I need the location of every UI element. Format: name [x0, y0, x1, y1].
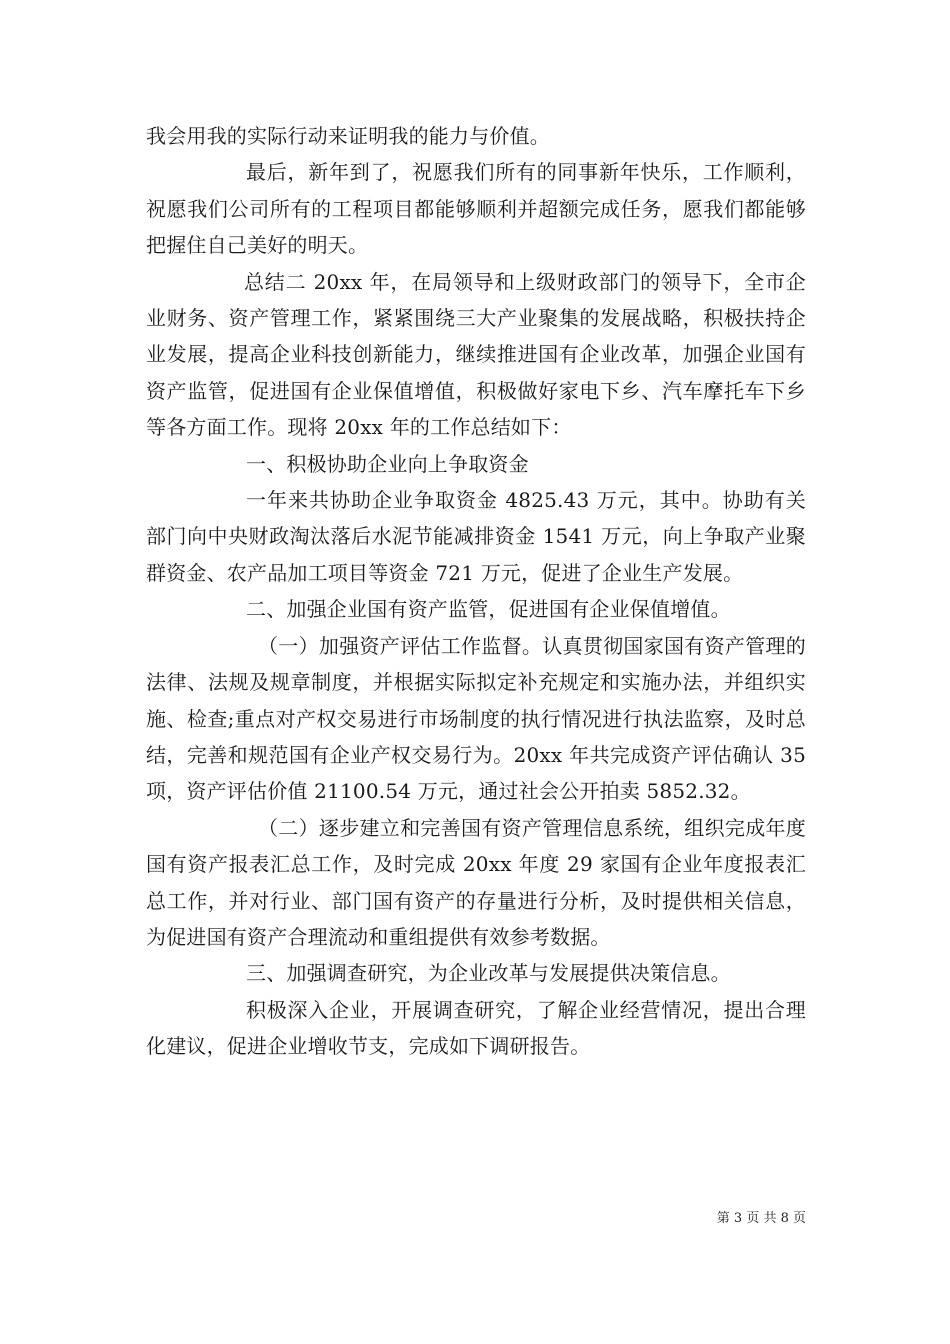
- paragraph-3: 总结二 20xx 年，在局领导和上级财政部门的领导下，全市企业财务、资产管理工作，紧紧围绕三大产业聚集的发展战略，积极扶持企业发展，提高企业科技创新能力，继续推进国有企业改革，加强企业国有资产监管，促进国有企业保值增值，积极做好家电下乡、汽车摩托车下乡等各方面工作。现将 20xx 年的工作总结如下：: [146, 269, 806, 440]
- paragraph-2: 最后，新年到了，祝愿我们所有的同事新年快乐，工作顺利，祝愿我们公司所有的工程项目都能够顺利并超额完成任务，愿我们都能够把握住自己美好的明天。: [146, 160, 806, 258]
- paragraph-5: 一年来共协助企业争取资金 4825.43 万元，其中。协助有关部门向中央财政淘汰落后水泥节能减排资金 1541 万元，向上争取产业聚群资金、农产品加工项目等资金 721 万元，促进了企业生产发展。: [146, 488, 806, 585]
- document-body: [146, 118, 806, 1065]
- page-number-label: 第 3 页 共 8 页: [716, 1211, 806, 1226]
- paragraph-10: 积极深入企业，开展调查研究，了解企业经营情况，提出合理化建议，促进企业增收节支，完成如下调研报告。: [146, 997, 806, 1059]
- section-heading-1: 一、积极协助企业向上争取资金: [246, 451, 529, 476]
- paragraph-8: （二）逐步建立和完善国有资产管理信息系统，组织完成年度国有资产报表汇总工作，及时完成 20xx 年度 29 家国有企业年度报表汇总工作，并对行业、部门国有资产的存量进行分析，及时提供相关信息，为促进国有资产合理流动和重组提供有效参考数据。: [146, 815, 806, 949]
- paragraph-7: （一）加强资产评估工作监督。认真贯彻国家国有资产管理的法律、法规及规章制度，并根据实际拟定补充规定和实施办法，并组织实施、检查;重点对产权交易进行市场制度的执行情况进行执法监察，及时总结，完善和规范国有企业产权交易行为。20xx 年共完成资产评估确认 35 项，资产评估价值 21100.54 万元，通过社会公开拍卖 5852.32。: [146, 633, 806, 804]
- paragraph-1: 我会用我的实际行动来证明我的能力与价值。: [146, 124, 550, 148]
- section-heading-2: 二、加强企业国有资产监管，促进国有企业保值增值。: [246, 597, 731, 622]
- page-number-footer: [717, 1207, 806, 1226]
- section-heading-3: 三、加强调查研究，为企业改革与发展提供决策信息。: [246, 961, 731, 986]
